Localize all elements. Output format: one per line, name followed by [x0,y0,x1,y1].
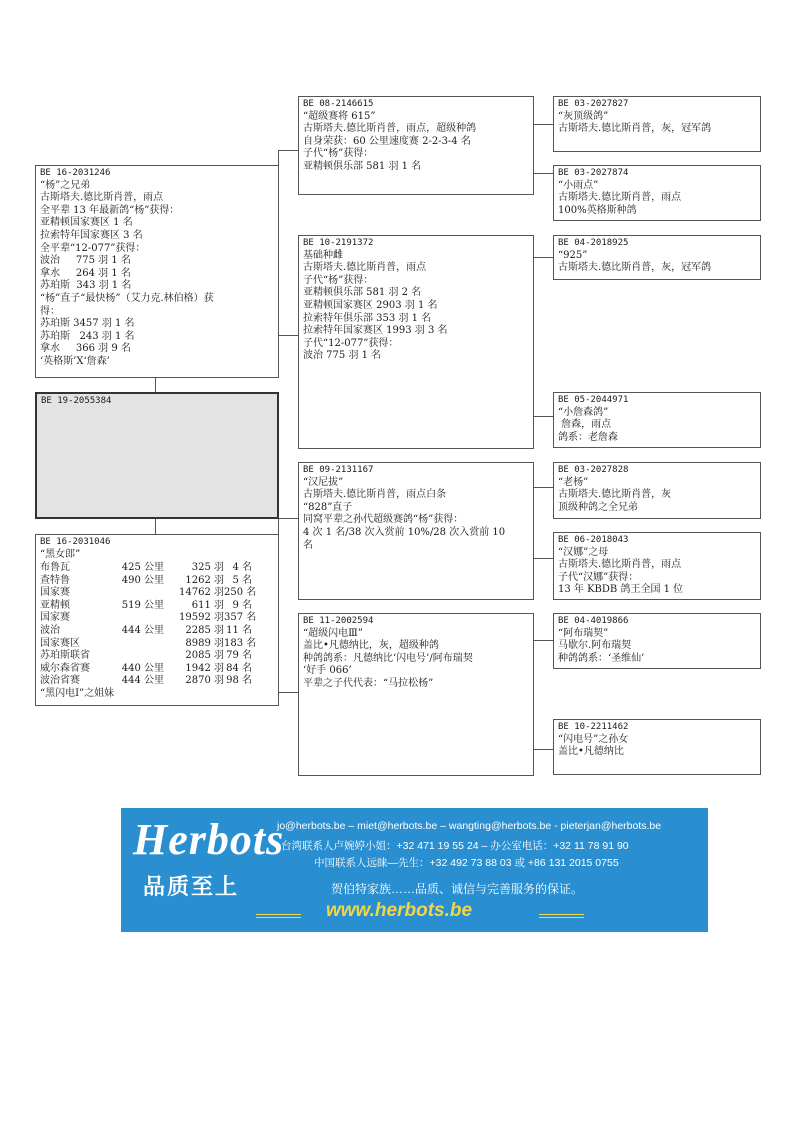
banner-divider-left [256,914,301,918]
pedigree-line: 詹森，雨点 [558,419,612,431]
table-row: 亚精顿 519 公里 611 羽 9 名 [40,599,252,611]
connector-sd-parents [533,257,553,417]
pedigree-line: 亚精顿俱乐部 581 羽 2 名 [303,287,422,299]
sire-card [35,165,279,378]
pedigree-line: 拉索特年国家赛区 1993 羽 3 名 [303,325,448,337]
pedigree-line: 马歇尔.阿布瑞契 [558,640,632,652]
ring-number: BE 09-2131167 [303,465,374,475]
herbots-banner [121,808,708,932]
ring-number: BE 03-2027827 [558,99,629,109]
herbots-logo: Herbots [133,815,285,864]
sire-dam-card [298,235,534,449]
pedigree-line: “阿布瑞契” [558,627,609,639]
table-row: 波治 444 公里 2285 羽 11 名 [40,624,252,636]
pedigree-line: “828”直子 [303,501,353,513]
banner-slogan: 品质至上 [143,874,240,899]
pedigree-line: 盖比•凡德纳比 [558,746,624,758]
sire-line: 波治 775 羽 1 名 [40,255,131,267]
pedigree-line: “超级闪电Ⅲ” [303,627,363,639]
sire-line: 苏珀斯 343 羽 1 名 [40,280,132,292]
sire-line: 拉索特年国家赛区 3 名 [40,229,143,241]
connector-sire-parents [278,150,298,336]
dam-sire-card [298,462,534,600]
pedigree-line: 子代“12-077”获得： [303,337,399,349]
pedigree-line: “小雨点” [558,179,599,191]
table-row: 波治省赛 444 公里 2870 羽 98 名 [40,675,252,687]
dam-sire-dam-card [553,532,761,600]
sire-line: 拿水 264 羽 1 名 [40,267,131,279]
sire-line: 苏珀斯 3457 羽 1 名 [40,318,135,330]
banner-website-link[interactable]: www.herbots.be [326,900,473,921]
pedigree-line: 亚精顿国家赛区 2903 羽 1 名 [303,299,438,311]
dam-ring-number: BE 16-2031046 [40,537,111,547]
sire-line: 得： [40,305,60,317]
dam-card [35,534,279,706]
pedigree-line: “汉尼拔” [303,476,344,488]
banner-contact-china: 中国联系人远睐—先生：+32 492 73 88 03 或 +86 131 2015 0755 [314,857,619,869]
ring-number: BE 10-2211462 [558,722,629,732]
ring-number: BE 05-2044971 [558,395,629,405]
table-row: 苏珀斯联省 2085 羽 79 名 [40,650,252,662]
sire-ring-number: BE 16-2031246 [40,168,111,178]
sire-line: “杨”之兄弟 [40,179,91,191]
pedigree-line: 古斯塔夫.德比斯肖普，灰，冠军鸽 [558,123,712,135]
pedigree-line: 100%英格斯种鸽 [558,204,637,216]
pedigree-line: 鸽系：老詹森 [558,431,618,443]
ring-number: BE 10-2191372 [303,238,374,248]
sire-line: 苏珀斯 243 羽 1 名 [40,330,135,342]
banner-emails[interactable]: jo@herbots.be – miet@herbots.be – wangting@herbots.be - pieterjan@herbots.be [277,820,662,832]
sire-line: 古斯塔夫.德比斯肖普，雨点 [40,192,164,204]
connector-sire-subject [155,378,156,392]
sire-sire-card [298,96,534,195]
pedigree-line: “小詹森鸽” [558,406,609,418]
sire-line: 拿水 366 羽 9 名 [40,343,131,355]
pedigree-line: 波治 775 羽 1 名 [303,350,382,362]
sire-line: “杨”直子“最快杨”（艾力克.林伯格）获 [40,292,214,304]
ring-number: BE 04-4019866 [558,616,629,626]
ring-number: BE 04-2018925 [558,238,629,248]
connector-dam-parents [278,518,298,693]
dam-dam-sire-card [553,613,761,669]
table-row: 国家赛 14762 羽 250 名 [40,587,257,599]
pedigree-line: 古斯塔夫.德比斯肖普，雨点 [303,262,427,274]
banner-divider-right [539,914,584,918]
pedigree-line: 古斯塔夫.德比斯肖普，灰 [558,489,672,501]
pedigree-line: “闪电号”之孙女 [558,733,629,745]
connector-subject-dam [155,519,156,534]
ring-number: BE 08-2146615 [303,99,374,109]
pedigree-line: “925” [558,249,588,261]
connector-dd-parents [533,640,553,750]
sire-line: 全平辈“12-077”获得： [40,242,146,254]
dam-results-table [40,562,274,701]
pedigree-line: 子代“汉娜”获得： [558,571,639,583]
pedigree-line: ‘好手 066’ [303,665,352,677]
table-row: 查特鲁 490 公里 1262 羽 5 名 [40,574,252,586]
pedigree-line: 种鸽鸽系：凡德纳比‘闪电号’/阿布瑞契 [303,652,473,664]
dam-footer: “黑闪电Ⅰ”之姐妹 [40,687,115,699]
ring-number: BE 06-2018043 [558,535,629,545]
pedigree-line: 自身荣获：60 公里速度赛 2-2-3-4 名 [303,135,471,147]
pedigree-line: “汉娜”之母 [558,546,609,558]
table-row: 布鲁瓦 425 公里 325 羽 4 名 [40,562,252,573]
pedigree-line: 4 次 1 名/38 次入赏前 10%/28 次入赏前 10 [303,526,506,538]
pedigree-line: 平辈之子代代表：“马拉松杨” [303,677,434,689]
pedigree-line: 古斯塔夫.德比斯肖普，雨点 [558,559,682,571]
sire-sire-dam-card [553,165,761,221]
banner-tagline: 贺伯特家族……品质、诚信与完善服务的保证。 [331,882,584,896]
pedigree-line: “超级赛将 615” [303,110,376,122]
pedigree-line: 子代“杨”获得： [303,148,374,160]
subject-ring-number: BE 19-2055384 [41,396,112,406]
pedigree-line: 顶级种鸽之全兄弟 [558,501,638,513]
sire-dam-sire-card [553,235,761,280]
pedigree-line: 盖比•凡德纳比，灰，超级种鸽 [303,640,439,652]
pedigree-line: 拉索特年俱乐部 353 羽 1 名 [303,312,432,324]
ring-number: BE 03-2027874 [558,168,629,178]
sire-line: 亚精顿国家赛区 1 名 [40,217,133,229]
pedigree-line: 13 年 KBDB 鸽王全国 1 位 [558,584,684,596]
pedigree-line: “灰顶级鸽” [558,110,609,122]
dam-title: “黑女郎” [40,548,81,560]
dam-dam-dam-card [553,719,761,775]
connector-ss-parents [533,124,553,174]
ring-number: BE 03-2027828 [558,465,629,475]
pedigree-line: 名 [303,539,313,551]
sire-sire-sire-card [553,96,761,152]
table-row: 威尔森省赛 440 公里 1942 羽 84 名 [40,662,252,674]
pedigree-line: 子代“杨”获得： [303,274,374,286]
sire-line: 全平辈 13 年最新鸽“杨”获得： [40,204,180,216]
banner-contact-taiwan: 台湾联系人卢婉婷小姐：+32 471 19 55 24 – 办公室电话：+32 11 78 91 90 [281,840,629,852]
pedigree-line: 古斯塔夫.德比斯肖普，雨点白条 [303,489,447,501]
sire-dam-dam-card [553,392,761,448]
subject-card [35,392,279,519]
dam-sire-sire-card [553,462,761,519]
pedigree-line: 古斯塔夫.德比斯肖普，灰，冠军鸽 [558,262,712,274]
sire-line: ‘英格斯’X‘詹森’ [40,355,110,367]
table-row: 国家赛 19592 羽 357 名 [40,612,257,624]
pedigree-line: 同窝平辈之孙代超级赛鸽“杨”获得： [303,514,464,526]
dam-dam-card [298,613,534,776]
connector-ds-parents [533,487,553,559]
pedigree-line: 亚精顿俱乐部 581 羽 1 名 [303,160,422,172]
pedigree-line: 古斯塔夫.德比斯肖普，雨点，超级种鸽 [303,123,477,135]
ring-number: BE 11-2002594 [303,616,374,626]
pedigree-line: 种鸽鸽系：‘圣维仙’ [558,652,645,664]
pedigree-line: “老杨” [558,476,589,488]
table-row: 国家赛区 8989 羽 183 名 [40,637,257,649]
pedigree-line: 古斯塔夫.德比斯肖普，雨点 [558,192,682,204]
pedigree-line: 基础种雌 [303,249,343,261]
